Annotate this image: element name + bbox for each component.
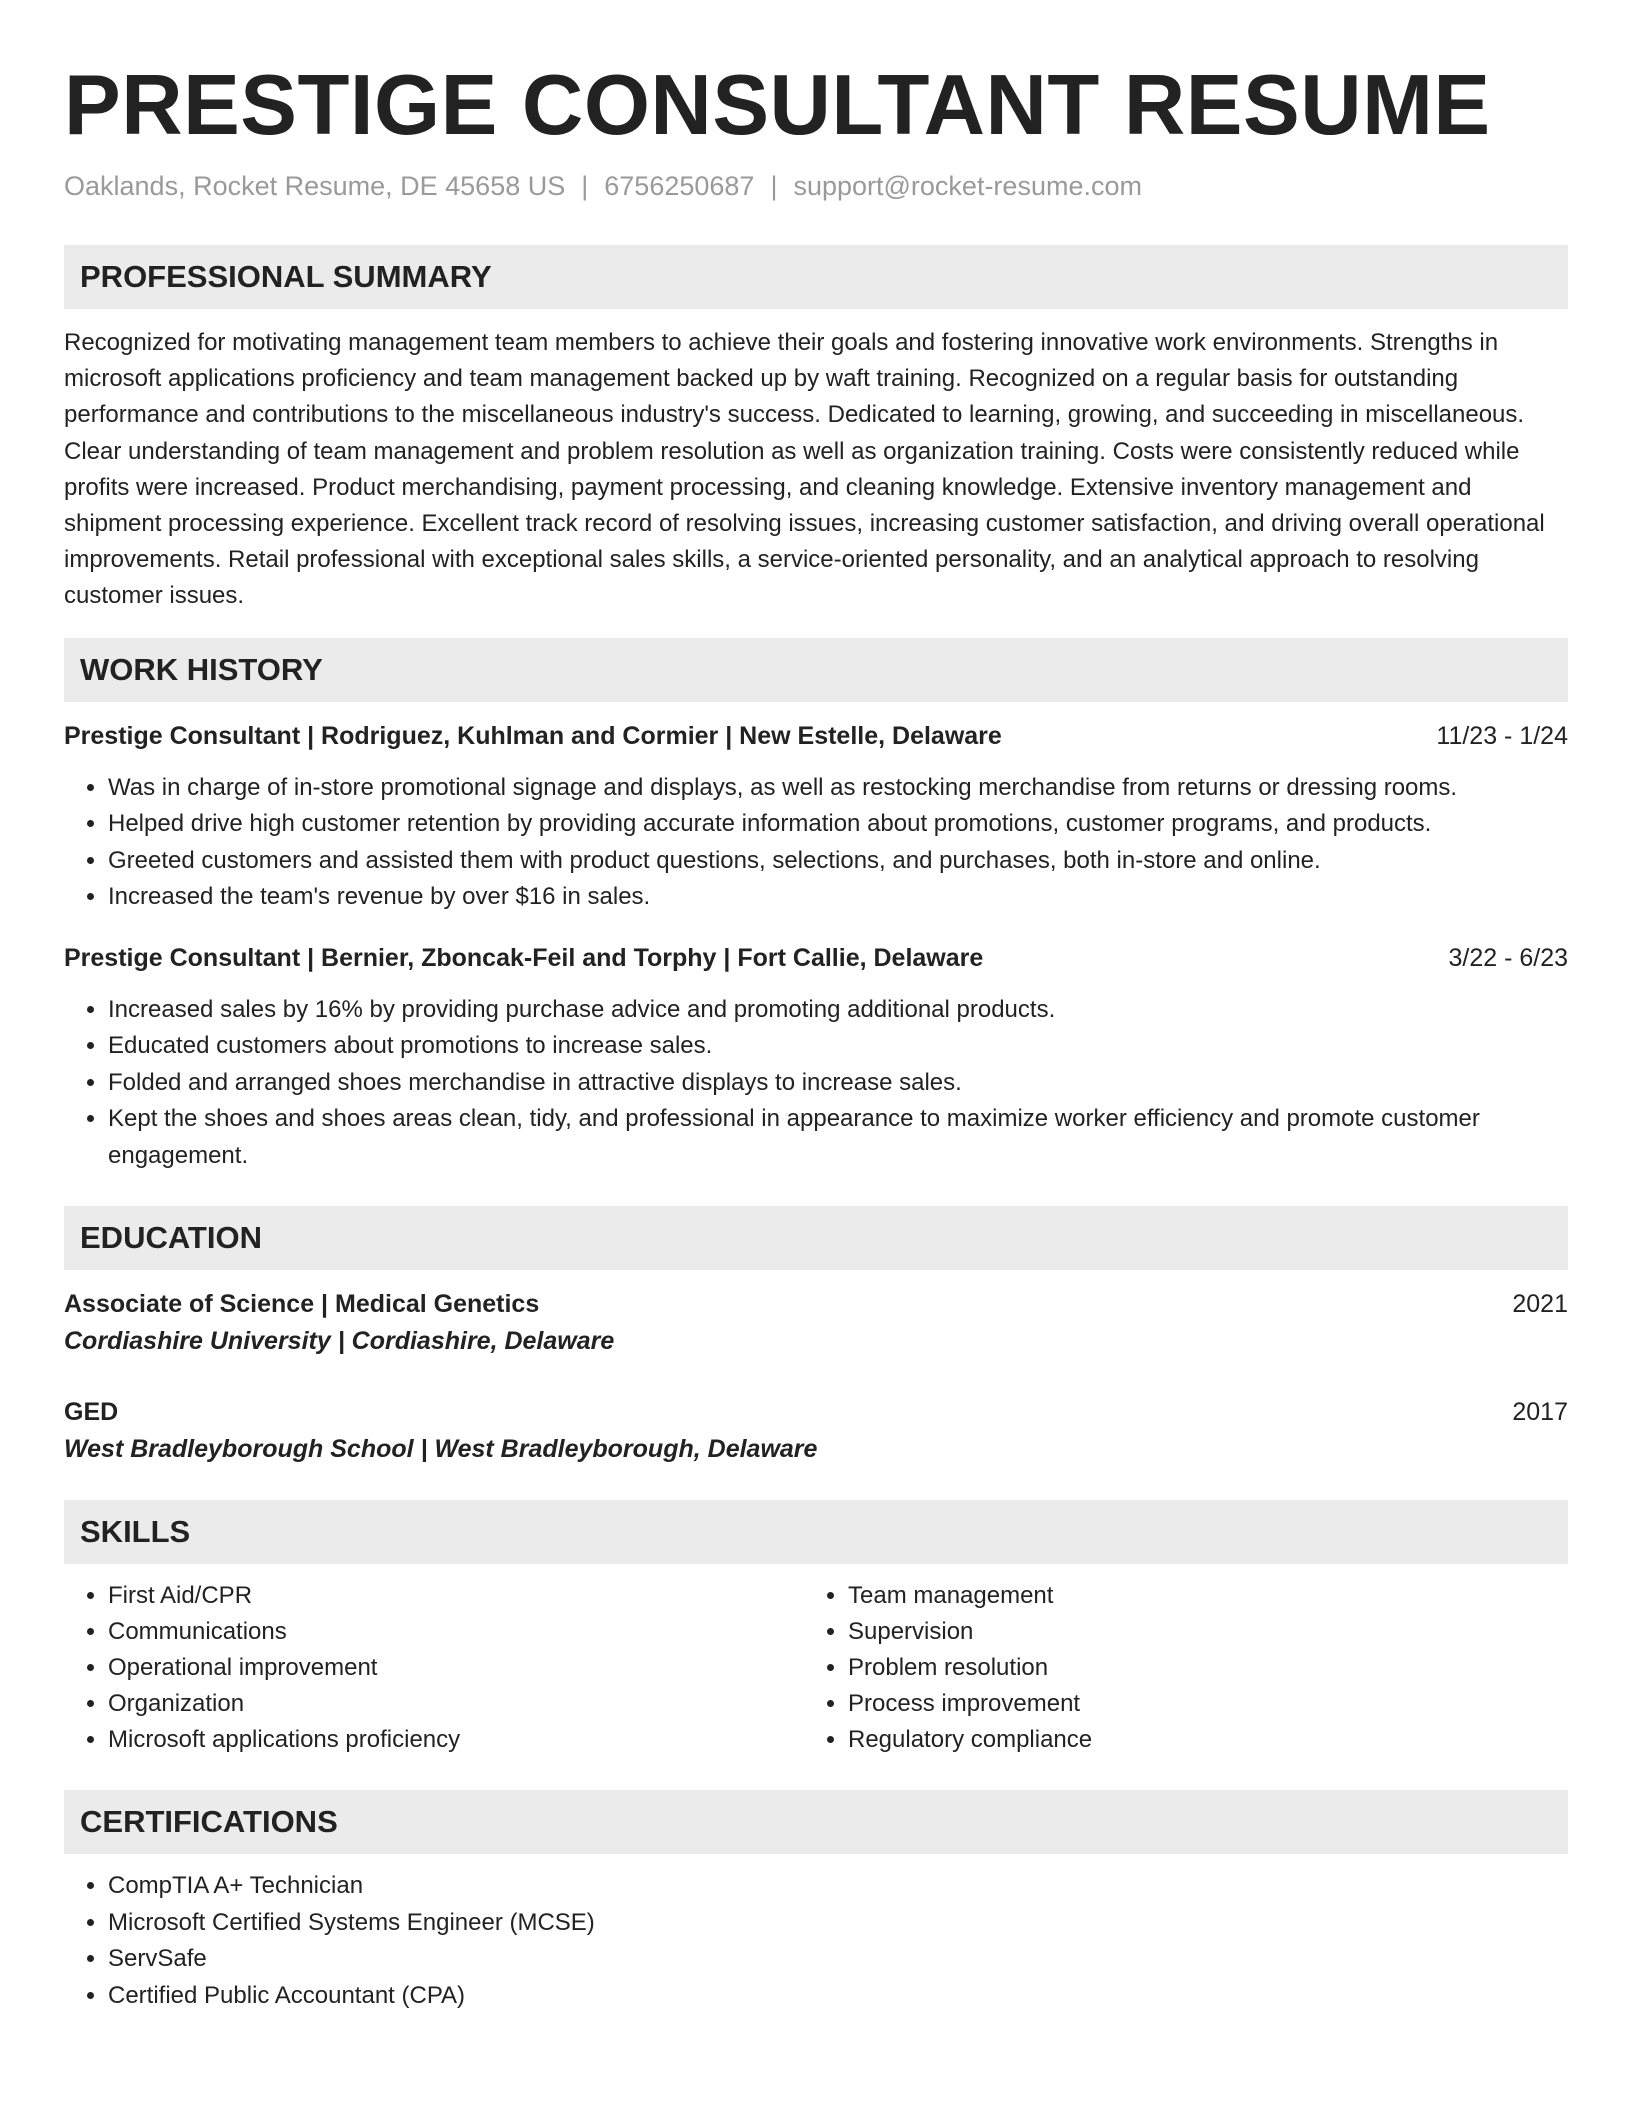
- section-header-certifications: CERTIFICATIONS: [64, 1790, 1568, 1854]
- section-header-work-history: WORK HISTORY: [64, 638, 1568, 702]
- skills-list-left: [64, 1578, 804, 1758]
- contact-email: support@rocket-resume.com: [793, 171, 1142, 201]
- skill-item: • Supervision: [848, 1614, 1544, 1650]
- section-header-education: EDUCATION: [64, 1206, 1568, 1270]
- education-header: [64, 1286, 1568, 1322]
- contact-separator: |: [581, 171, 589, 201]
- education-entry: [64, 1394, 1568, 1468]
- job-bullet: • Was in charge of in-store promotional signage and displays, as well as restocking merchandise from returns or dressing rooms.: [108, 770, 1568, 807]
- education-school: West Bradleyborough School | West Bradleyborough, Delaware: [64, 1435, 818, 1464]
- contact-address: Oaklands, Rocket Resume, DE 45658 US: [64, 171, 566, 201]
- skills-list-right: [804, 1578, 1544, 1758]
- certification-item: • Certified Public Accountant (CPA): [108, 1978, 1568, 2015]
- certification-item: • Microsoft Certified Systems Engineer (MCSE): [108, 1905, 1568, 1942]
- skill-item: • Microsoft applications proficiency: [108, 1722, 804, 1758]
- skill-item: • Team management: [848, 1578, 1544, 1614]
- skills-column-left: [64, 1578, 804, 1758]
- job-bullet: • Kept the shoes and shoes areas clean, tidy, and professional in appearance to maximize worker efficiency and promote customer engagement.: [108, 1101, 1568, 1174]
- job-header: [64, 940, 1568, 976]
- job-bullet: • Increased the team's revenue by over $16 in sales.: [108, 879, 1568, 916]
- certification-item: • ServSafe: [108, 1941, 1568, 1978]
- job-bullets: [64, 770, 1568, 916]
- job-dates: 3/22 - 6/23: [1448, 943, 1568, 972]
- section-header-summary: PROFESSIONAL SUMMARY: [64, 245, 1568, 309]
- job-bullet: • Helped drive high customer retention by providing accurate information about promotions, customer programs, and products.: [108, 806, 1568, 843]
- education-header: [64, 1394, 1568, 1430]
- education-degree: Associate of Science | Medical Genetics: [64, 1290, 540, 1319]
- job-heading: Prestige Consultant | Bernier, Zboncak-Feil and Torphy | Fort Callie, Delaware: [64, 943, 984, 972]
- job-heading: Prestige Consultant | Rodriguez, Kuhlman and Cormier | New Estelle, Delaware: [64, 721, 1002, 750]
- job-bullet: • Increased sales by 16% by providing purchase advice and promoting additional products.: [108, 992, 1568, 1029]
- skill-item: • Regulatory compliance: [848, 1722, 1544, 1758]
- job-entry: [64, 940, 1568, 1175]
- skill-item: • First Aid/CPR: [108, 1578, 804, 1614]
- resume-title: PRESTIGE CONSULTANT RESUME: [64, 58, 1491, 153]
- job-entry: [64, 718, 1568, 916]
- job-bullets: [64, 992, 1568, 1175]
- education-school: Cordiashire University | Cordiashire, Delaware: [64, 1327, 615, 1356]
- skill-item: • Communications: [108, 1614, 804, 1650]
- contact-line: [64, 168, 1568, 204]
- summary-text: Recognized for motivating management team members to achieve their goals and fostering innovative work environments. Strengths in microsoft applications proficiency and team management backed up by waft training. Recognized on a regular basis for outstanding performance and contributions to the miscellaneous industry's success. Dedicated to learning, growing, and succeeding in miscellaneous. Clear understanding of team management and problem resolution as well as organization training. Costs were consistently reduced while profits were increased. Product merchandising, payment processing, and cleaning knowledge. Extensive inventory management and shipment processing experience. Excellent track record of resolving issues, increasing customer satisfaction, and driving overall operational improvements. Retail professional with exceptional sales skills, a service-oriented personality, and an analytical approach to resolving customer issues.: [64, 329, 1545, 610]
- skills-grid: [64, 1578, 1568, 1758]
- contact-phone: 6756250687: [604, 171, 755, 201]
- section-header-skills: SKILLS: [64, 1500, 1568, 1564]
- skill-item: • Process improvement: [848, 1686, 1544, 1722]
- job-bullet: • Greeted customers and assisted them with product questions, selections, and purchases, both in-store and online.: [108, 843, 1568, 880]
- job-header: [64, 718, 1568, 754]
- education-degree: GED: [64, 1398, 119, 1427]
- skills-column-right: [804, 1578, 1544, 1758]
- certifications-list: [64, 1868, 1568, 2014]
- skill-item: • Organization: [108, 1686, 804, 1722]
- job-bullet: • Folded and arranged shoes merchandise in attractive displays to increase sales.: [108, 1065, 1568, 1102]
- education-entry: [64, 1286, 1568, 1360]
- education-year: 2017: [1512, 1398, 1568, 1427]
- job-bullet: • Educated customers about promotions to increase sales.: [108, 1028, 1568, 1065]
- job-dates: 11/23 - 1/24: [1436, 721, 1568, 750]
- skill-item: • Operational improvement: [108, 1650, 804, 1686]
- education-year: 2021: [1512, 1290, 1568, 1319]
- certification-item: • CompTIA A+ Technician: [108, 1868, 1568, 1905]
- contact-separator: |: [770, 171, 778, 201]
- skill-item: • Problem resolution: [848, 1650, 1544, 1686]
